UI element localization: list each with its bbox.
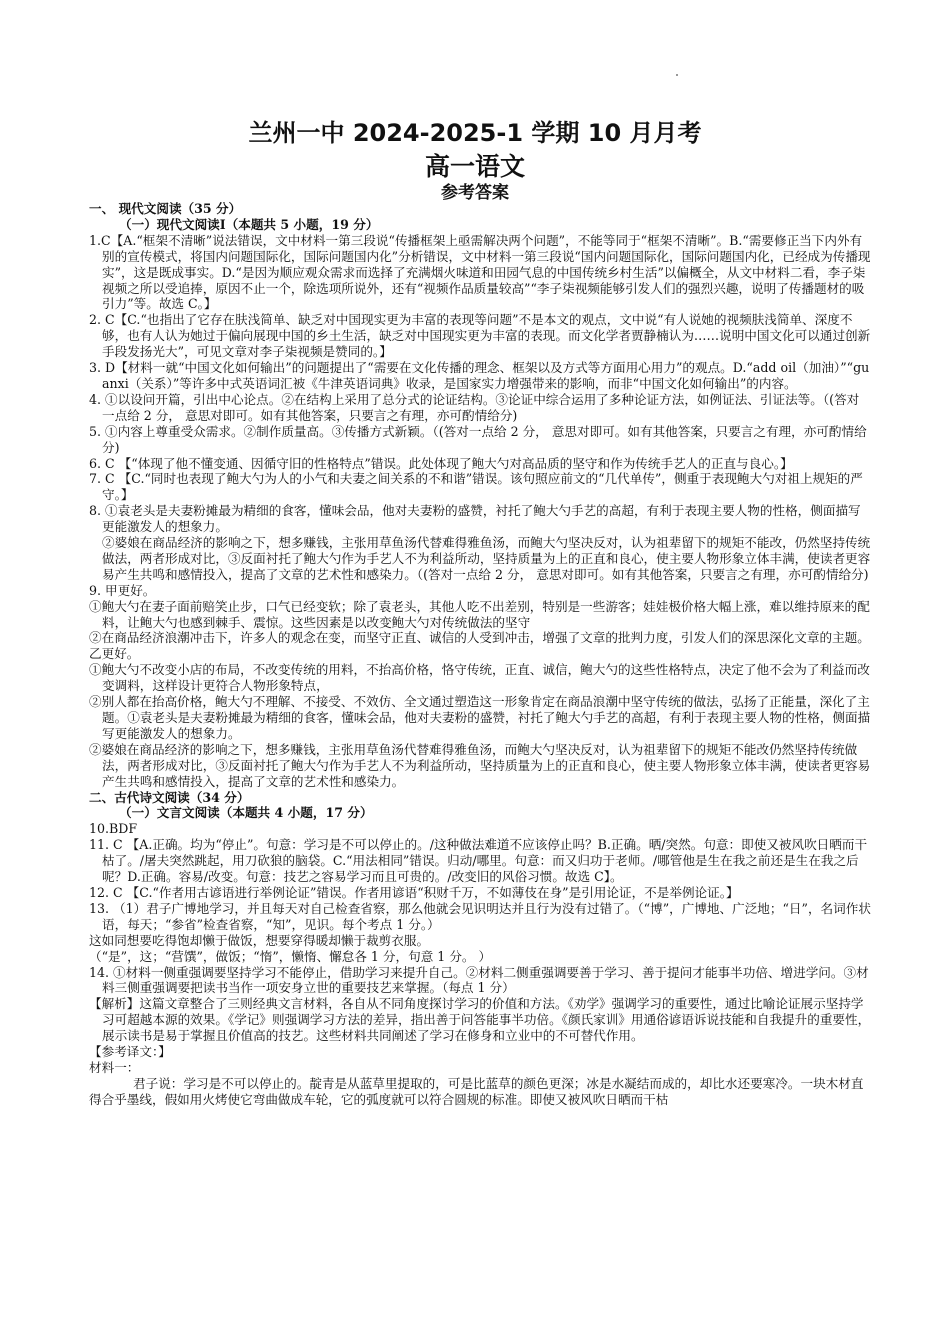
answer-line: 2. C【C.“也指出了它存在肤浅简单、缺乏对中国现实更为丰富的表现等问题”不是本文的观点，文中说“有人说她的视频肤浅简单、深度不够，也有人认为她过于偏向展现中国的乡土生活，缺乏对中国现实更为丰富的表现。而文化学者贾静楠认为……说明中国文化可以通过创新手段发扬光大”，可见文章对李子柒视频是赞同的。】 bbox=[89, 312, 871, 360]
subject-title: 高一语文 bbox=[424, 152, 525, 181]
answer-line: 这如同想要吃得饱却懒于做饭，想要穿得暖却懒于裁剪衣服。 bbox=[89, 932, 430, 948]
answer-line: ②在商品经济浪潮冲击下，许多人的观念在变，而坚守正直、诚信的人受到冲击，增强了文章的批判力度，引发人们的深思深化文章的主题。 bbox=[89, 630, 870, 646]
answer-line: 14. ①材料一侧重强调要坚持学习不能停止，借助学习来提升自己。②材料二侧重强调要善于学习、善于提问才能事半功倍、增进学问。③材料三侧重强调要把读书当作一项安身立世的重要技艺来掌握。（每点 1 分） bbox=[89, 964, 869, 996]
answer-line: ②婆娘在商品经济的影响之下，想多赚钱，主张用草鱼汤代替难得雅鱼汤，而鲍大勺坚决反对，认为祖辈留下的规矩不能改仍然坚持传统做法，两者形成对比，③反面衬托了鲍大勺作为手艺人不为利益所动，坚持质量为上的正直和良心，使主要人物形象立体丰满，使读者更容易产生共鸣和感情投入，提高了文章的艺术性和感染力。 bbox=[89, 741, 871, 789]
section-heading: 一、 现代文阅读（35 分） bbox=[89, 201, 242, 216]
scan-dot bbox=[676, 74, 678, 76]
section-heading: （一）现代文阅读Ⅰ（本题共 5 小题，19 分） bbox=[119, 216, 379, 232]
section-heading: （一）文言文阅读（本题共 4 小题，17 分） bbox=[119, 805, 373, 821]
answer-line: 9. 甲更好。 bbox=[89, 582, 156, 598]
answer-line: 【解析】这篇文章整合了三则经典文言材料，各自从不同角度探讨学习的价值和方法。《劝学》强调学习的重要性，通过比喻论证展示坚持学习可超越本源的效果。《学记》则强调学习方法的差异，指出善于问答能事半功倍。《颜氏家训》用通俗谚语诉说技能和自我提升的重要性，展示读书是易于掌握且价值高的技艺。这些材料共同阐述了学习在修身和立业中的不可替代作用。 bbox=[89, 996, 871, 1044]
answer-line: （“是”，这；“营馔”，做饭；“惰”，懒惰、懈怠各 1 分，句意 1 分。 ） bbox=[89, 948, 492, 964]
answer-line: 8. ①袁老头是夫妻粉摊最为精细的食客，懂味会品，他对夫妻粉的盛赞，衬托了鲍大勺手艺的高超，有利于表现主要人物的性格，侧面描写更能激发人的想象力。 bbox=[89, 503, 861, 535]
answer-line: 12. C 【C.“作者用古谚语进行举例论证”错误。作者用谚语“积财千万，不如薄伎在身”是引用论证，不是举例论证。】 bbox=[89, 884, 739, 900]
answer-line: 材料一： bbox=[89, 1059, 140, 1075]
answer-line: 13. （1）君子广博地学习，并且每天对自己检查省察，那么他就会见识明达并且行为没有过错了。（“博”，广博地、广泛地；“日”，名词作状语，每天；“参省”检查省察，“知”，见识。每个考点 1 分。） bbox=[89, 900, 871, 932]
section-heading: 二、古代诗文阅读（34 分） bbox=[89, 789, 250, 805]
answer-line: 乙更好。 bbox=[89, 646, 140, 662]
answer-line: 10.BDF bbox=[89, 821, 138, 837]
answer-line: 君子说：学习是不可以停止的。靛青是从蓝草里提取的，可是比蓝草的颜色更深；冰是水凝结而成的，却比水还要寒冷。一块木材直得合乎墨线，假如用火烤使它弯曲做成车轮，它的弧度就可以符合圆规的标准。即使又被风吹日晒而干枯 bbox=[89, 1075, 864, 1107]
answer-line: 11. C 【A.正确。均为“停止”。句意：学习是不可以停止的。/这种做法难道不应该停止吗？B.正确。晒/突然。句意：即使又被风吹日晒而干枯了。/屠夫突然跳起，用刀砍狼的脑袋。C.“用法相同”错误。归动/哪里。句意：而又归功于老师。/哪管他是生在我之前还是生在我之后呢？D.正确。容易/改变。句意：技艺之容易学习而且可贵的。/改变旧的风俗习惯。故选 C】。 bbox=[89, 837, 868, 885]
answer-line: 6. C 【“体现了他不懂变通、因循守旧的性格特点”错误。此处体现了鲍大勺对高品质的坚守和作为传统手艺人的正直与良心。】 bbox=[89, 455, 793, 471]
answer-line: 7. C 【C.“同时也表现了鲍大勺为人的小气和夫妻之间关系的不和谐”错误。该句照应前文的“几代单传”，侧重于表现鲍大勺对祖上规矩的严守。】 bbox=[89, 471, 863, 503]
answer-line: ②婆娘在商品经济的影响之下，想多赚钱，主张用草鱼汤代替难得雅鱼汤，而鲍大勺坚决反对，认为祖辈留下的规矩不能改，仍然坚持传统做法，两者形成对比，③反面衬托了鲍大勺作为手艺人不为利益所动，坚持质量为上的正直和良心，使主要人物形象立体丰满，使读者更容易产生共鸣和感情投入，提高了文章的艺术性和感染力。（(答对一点给 2 分， 意思对即可。如有其他答案，只要言之有理，亦可酌情给分) bbox=[102, 535, 871, 582]
answer-line: 1.C【A.“框架不清晰”说法错误，文中材料一第三段说“传播框架上亟需解决两个问题”，不能等同于“框架不清晰”。B.“需要修正当下内外有别的宣传模式，将国内问题国际化，国际问题国内化”分析错误，文中材料一第三段说“国内问题国际化，国际问题国内化，已经成为传播现实”，这是既成事实。D.“是因为顺应观众需求而选择了充满烟火味道和田园气息的中国传统乡村生活”以偏概全，从文中材料二看，李子柒视频之所以受追捧，原因不止一个，除选项所说外，还有“视频作品质量较高”“李子柒视频能够引发人们的强烈兴趣，说明了传播题材的吸引力”等。故选 C。】 bbox=[89, 232, 871, 312]
answer-line: ①鲍大勺在妻子面前赔笑止步，口气已经变软；除了袁老头，其他人吃不出差别，特别是一些游客；娃娃极价格大幅上涨，难以维持原来的配料，让鲍大勺也感到棘手、震惊。这些因素是以改变鲍大勺对传统做法的坚守 bbox=[89, 598, 870, 630]
answer-line: ①鲍大勺不改变小店的布局，不改变传统的用料，不抬高价格，恪守传统，正直、诚信，鲍大勺的这些性格特点，决定了他不会为了利益而改变调料，这样设计更符合人物形象特点， bbox=[89, 662, 870, 694]
answer-line: 5. ①内容上尊重受众需求。②制作质量高。③传播方式新颖。（(答对一点给 2 分， 意思对即可。如有其他答案，只要言之有理，亦可酌情给分) bbox=[89, 423, 867, 455]
answer-key-title: 参考答案 bbox=[441, 183, 509, 203]
answer-line: ②别人都在抬高价格，鲍大勺不理解、不接受、不效仿、全文通过塑造这一形象肯定在商品浪潮中坚守传统的做法，弘扬了正能量，深化了主题。①袁老头是夫妻粉摊最为精细的食客，懂味会品，他对夫妻粉的盛赞，衬托了鲍大勺手艺的高超，有利于表现主要人物的性格，侧面描写更能激发人的想象力。 bbox=[89, 694, 871, 741]
answer-line: 4. ①以设问开篇，引出中心论点。②在结构上采用了总分式的论证结构。③论证中综合运用了多种论证方法，如例证法、引证法等。（(答对一点给 2 分， 意思对即可。如有其他答案，只要言之有理，亦可酌情给分) bbox=[89, 391, 860, 423]
answer-line: 【参考译文：】 bbox=[89, 1044, 171, 1060]
answer-content bbox=[89, 201, 871, 1108]
answer-line: 3. D【材料一就“中国文化如何输出”的问题提出了“需要在文化传播的理念、框架以及方式等方面用心用力”的观点。D.“add oil（加油）”“guanxi（关系）”等许多中式英语词汇被《牛津英语词典》收录，是国家实力增强带来的影响，而非“中国文化如何输出”的内容。 bbox=[89, 360, 870, 391]
exam-title: 兰州一中 2024-2025-1 学期 10 月月考 bbox=[248, 119, 702, 147]
